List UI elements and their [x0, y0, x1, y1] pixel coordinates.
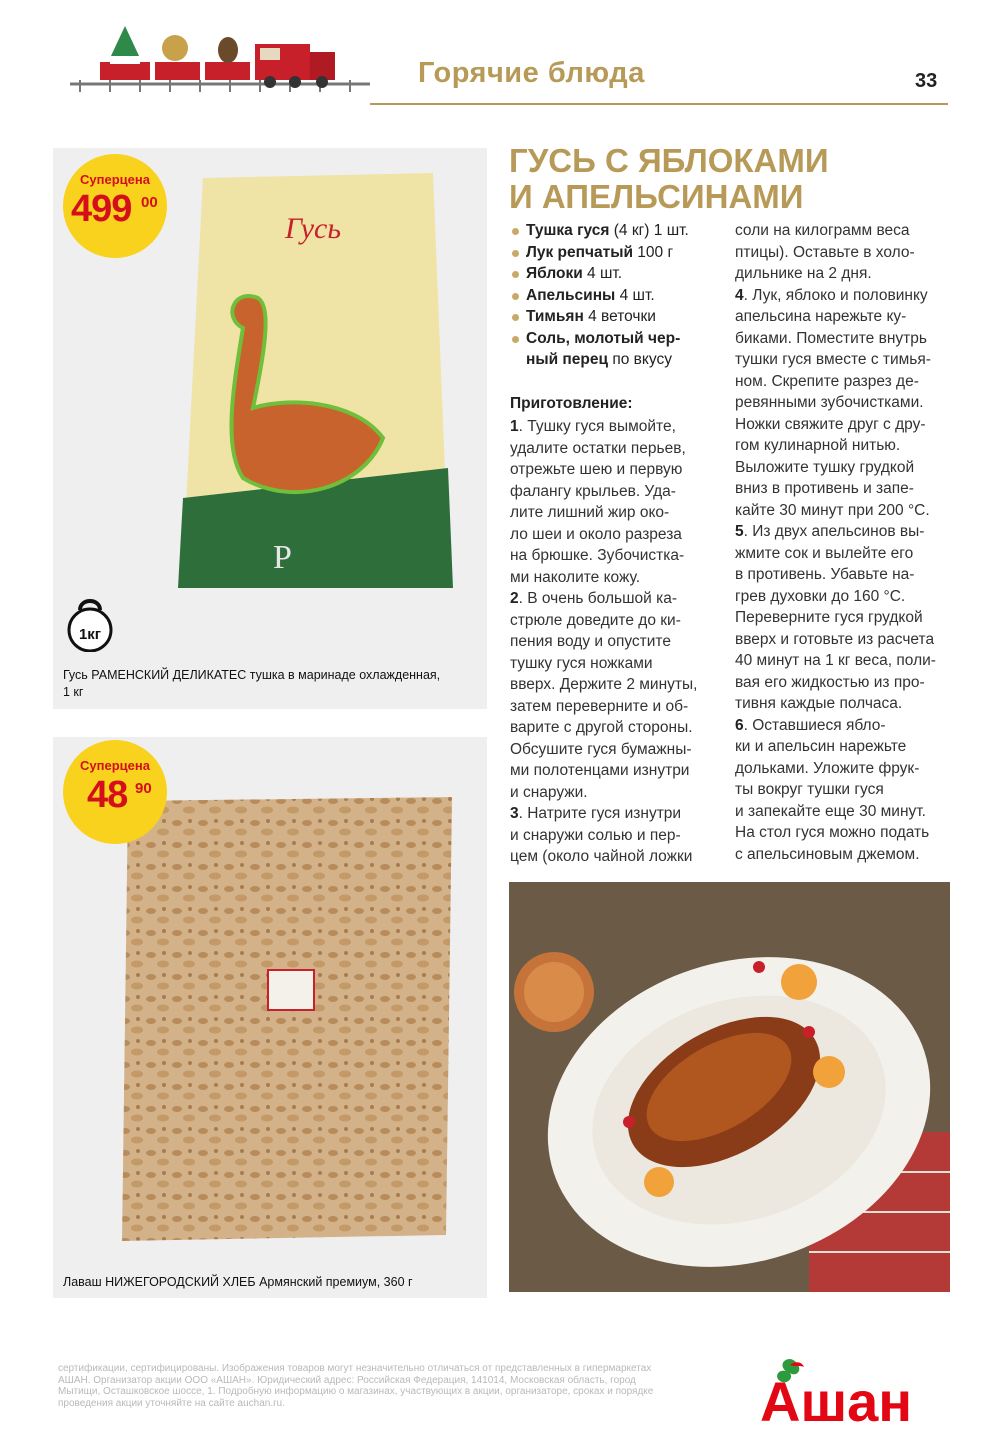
preparation-line — [735, 672, 951, 694]
preparation-line — [735, 779, 951, 801]
preparation-line — [735, 844, 951, 866]
preparation-line — [510, 717, 716, 739]
ingredient-item: Тимьян 4 веточки — [511, 306, 726, 328]
step-text: гом кулинарной нитью. — [735, 437, 901, 454]
product-caption: Лаваш НИЖЕГОРОДСКИЙ ХЛЕБ Армянский премиум, 360 г — [63, 1275, 413, 1289]
preparation-line — [735, 715, 951, 737]
step-text: лите лишний жир око- — [510, 504, 670, 521]
step-number: 1 — [510, 418, 519, 435]
step-text: соли на килограмм веса — [735, 222, 910, 239]
price-badge — [63, 740, 167, 844]
preparation-line — [510, 610, 716, 632]
preparation-line — [510, 524, 716, 546]
step-text: вверх. Держите 2 минуты, — [510, 676, 698, 693]
step-text: жмите сок и вылейте его — [735, 544, 914, 562]
preparation-line — [510, 653, 716, 675]
step-text: Переверните гуся грудкой — [735, 609, 923, 626]
caption-line: Гусь РАМЕНСКИЙ ДЕЛИКАТЕС тушка в маринаде охлажденная, — [63, 668, 441, 682]
step-number: 6 — [735, 716, 744, 734]
preparation-line — [735, 629, 951, 651]
preparation-line — [735, 586, 951, 608]
step-text: На стол гуся можно подать — [735, 824, 930, 841]
step-text: вниз в противень и запе- — [735, 480, 914, 497]
step-number: 2 — [510, 590, 519, 607]
preparation-line — [735, 263, 951, 285]
step-text: . Натрите гуся изнутри — [518, 805, 682, 822]
product-card-lavash — [53, 737, 487, 1298]
preparation-line — [510, 803, 716, 825]
preparation-line — [510, 459, 716, 481]
preparation-line — [735, 306, 951, 328]
preparation-text-left — [510, 416, 716, 868]
preparation-line — [735, 392, 951, 414]
preparation-line — [510, 588, 716, 610]
goose-package-image — [163, 168, 463, 588]
step-text: ном. Скрепите разрез де- — [735, 372, 919, 390]
caption-line: 1 кг — [63, 685, 84, 699]
ingredient-list — [511, 220, 726, 371]
step-text: апельсина нарежьте ку- — [735, 308, 907, 325]
preparation-line — [735, 285, 951, 307]
preparation-line — [735, 758, 951, 780]
step-text: ревянными зубочистками. — [735, 394, 924, 411]
svg-text:P: P — [273, 539, 292, 576]
preparation-heading: Приготовление: — [510, 395, 633, 412]
preparation-line — [510, 502, 716, 524]
step-text: отрежьте шею и первую — [510, 461, 683, 478]
preparation-line — [510, 846, 716, 868]
step-text: дильнике на 2 дня. — [735, 265, 872, 282]
preparation-text-right — [735, 220, 951, 865]
step-text: Ножки свяжите друг с дру- — [735, 415, 926, 433]
preparation-line — [735, 242, 951, 264]
step-text: . В очень большой ка- — [518, 590, 678, 607]
step-text: ми наколите кожу. — [510, 568, 641, 586]
step-text: ты вокруг тушки гуся — [735, 781, 884, 798]
step-text: птицы). Оставьте в холо- — [735, 243, 915, 261]
step-text: варите с другой стороны. — [510, 719, 693, 736]
price-cents: 00 — [141, 194, 158, 211]
price-cents: 90 — [135, 780, 152, 797]
preparation-line — [735, 521, 951, 543]
legal-line: проведения акции уточняйте на сайте auchan.ru. — [58, 1397, 285, 1409]
preparation-line — [735, 414, 951, 436]
preparation-line — [735, 650, 951, 672]
legal-line: сертификации, сертифицированы. Изображения товаров могут незначительно отличаться от представленных в гипермаркетах — [58, 1363, 652, 1374]
weight-label: 1кг — [78, 626, 102, 643]
ingredient-item: Яблоки 4 шт. — [511, 263, 726, 285]
preparation-line — [735, 478, 951, 500]
section-title: Горячие блюда — [418, 57, 645, 89]
step-text: удалите остатки перьев, — [510, 439, 686, 457]
step-text: цем (около чайной ложки — [510, 848, 693, 865]
package-label: Гусь — [284, 212, 342, 245]
kettlebell-icon — [64, 596, 116, 652]
step-text: биками. Поместите внутрь — [735, 329, 927, 347]
step-text: . Лук, яблоко и половинку — [743, 286, 928, 304]
ingredient-item: Апельсины 4 шт. — [511, 285, 726, 307]
recipe-title-line: И АПЕЛЬСИНАМИ — [509, 178, 804, 215]
step-text: . Тушку гуся вымойте, — [518, 418, 676, 435]
step-number: 4 — [735, 286, 744, 304]
header-divider — [370, 103, 948, 105]
recipe-title — [509, 143, 949, 215]
preparation-line — [735, 693, 951, 715]
step-text: тушки гуся вместе с тимья- — [735, 351, 931, 368]
step-text: дольками. Уложите фрук- — [735, 759, 920, 777]
lavash-image — [118, 795, 458, 1243]
ingredient-item: Лук репчатый 100 г — [511, 242, 726, 264]
step-text: Выложите тушку грудкой — [735, 458, 915, 476]
step-text: Обсушите гуся бумажны- — [510, 740, 692, 758]
price-badge-label: Суперцена — [80, 758, 150, 773]
preparation-line — [510, 631, 716, 653]
roast-goose-photo — [509, 882, 950, 1292]
preparation-line — [735, 328, 951, 350]
preparation-line — [735, 822, 951, 844]
recipe-title-line: ГУСЬ С ЯБЛОКАМИ — [509, 142, 829, 179]
product-card-goose — [53, 148, 487, 709]
preparation-line — [735, 564, 951, 586]
step-text: фалангу крыльев. Уда- — [510, 482, 676, 500]
preparation-line — [510, 545, 716, 567]
step-text: . Из двух апельсинов вы- — [743, 523, 925, 540]
preparation-line — [735, 457, 951, 479]
step-text: на брюшке. Зубочистка- — [510, 547, 685, 564]
product-caption — [63, 667, 440, 701]
step-text: затем переверните и об- — [510, 697, 689, 715]
christmas-train-icon — [70, 22, 370, 102]
price-badge-label: Суперцена — [80, 172, 150, 187]
preparation-line — [735, 435, 951, 457]
preparation-line — [510, 739, 716, 761]
preparation-line — [735, 736, 951, 758]
price-value: 48 — [87, 774, 128, 816]
step-text: ми полотенцами изнутри — [510, 762, 690, 779]
preparation-line — [510, 674, 716, 696]
step-text: вверх и готовьте из расчета — [735, 630, 935, 648]
preparation-line — [510, 481, 716, 503]
auchan-logo — [760, 1353, 950, 1427]
legal-line: Мытищи, Осташковское шоссе, 1. Подробную информацию о магазинах, участвующих в акции, организаторе, сроках и порядке — [58, 1386, 654, 1397]
legal-line: АШАН. Организатор акции ООО «АШАН». Юридический адрес: Российская Федерация, 141014, Московская область, город — [58, 1374, 636, 1386]
preparation-line — [735, 607, 951, 629]
step-text: . Оставшиеся ябло- — [743, 716, 886, 734]
step-text: и запекайте еще 30 минут. — [735, 802, 926, 820]
step-text: ло шеи и около разреза — [510, 525, 682, 543]
ingredient-item: Соль, молотый чер- ный перец по вкусу — [511, 328, 726, 371]
preparation-line — [510, 416, 716, 438]
preparation-line — [735, 543, 951, 565]
step-text: грев духовки до 160 °С. — [735, 587, 906, 605]
preparation-line — [735, 220, 951, 242]
step-text: и снаружи солью и пер- — [510, 826, 681, 844]
preparation-line — [510, 760, 716, 782]
preparation-line — [735, 371, 951, 393]
preparation-line — [510, 567, 716, 589]
step-text: 40 минут на 1 кг веса, поли- — [735, 652, 936, 669]
brand-wordmark: Ашан — [760, 1370, 913, 1427]
preparation-line — [735, 500, 951, 522]
legal-disclaimer — [58, 1363, 723, 1409]
step-text: в противень. Убавьте на- — [735, 566, 915, 583]
preparation-line — [735, 801, 951, 823]
step-number: 5 — [735, 523, 744, 540]
step-text: с апельсиновым джемом. — [735, 845, 920, 863]
preparation-line — [735, 349, 951, 371]
preparation-line — [510, 782, 716, 804]
step-text: пения воду и опустите — [510, 633, 671, 650]
preparation-line — [510, 696, 716, 718]
step-text: и снаружи. — [510, 783, 588, 801]
page-number: 33 — [915, 70, 938, 92]
step-text: вая его жидкостью из про- — [735, 673, 925, 691]
price-badge — [63, 154, 167, 258]
preparation-line — [510, 825, 716, 847]
step-text: тивня каждые полчаса. — [735, 695, 903, 712]
preparation-line — [510, 438, 716, 460]
step-text: стрюле доведите до ки- — [510, 611, 681, 629]
ingredient-item: Тушка гуся (4 кг) 1 шт. — [511, 220, 726, 242]
step-text: тушку гуся ножками — [510, 654, 653, 672]
step-text: кайте 30 минут при 200 °С. — [735, 501, 930, 519]
step-number: 3 — [510, 805, 519, 822]
step-text: ки и апельсин нарежьте — [735, 738, 907, 755]
price-value: 499 — [71, 188, 132, 230]
